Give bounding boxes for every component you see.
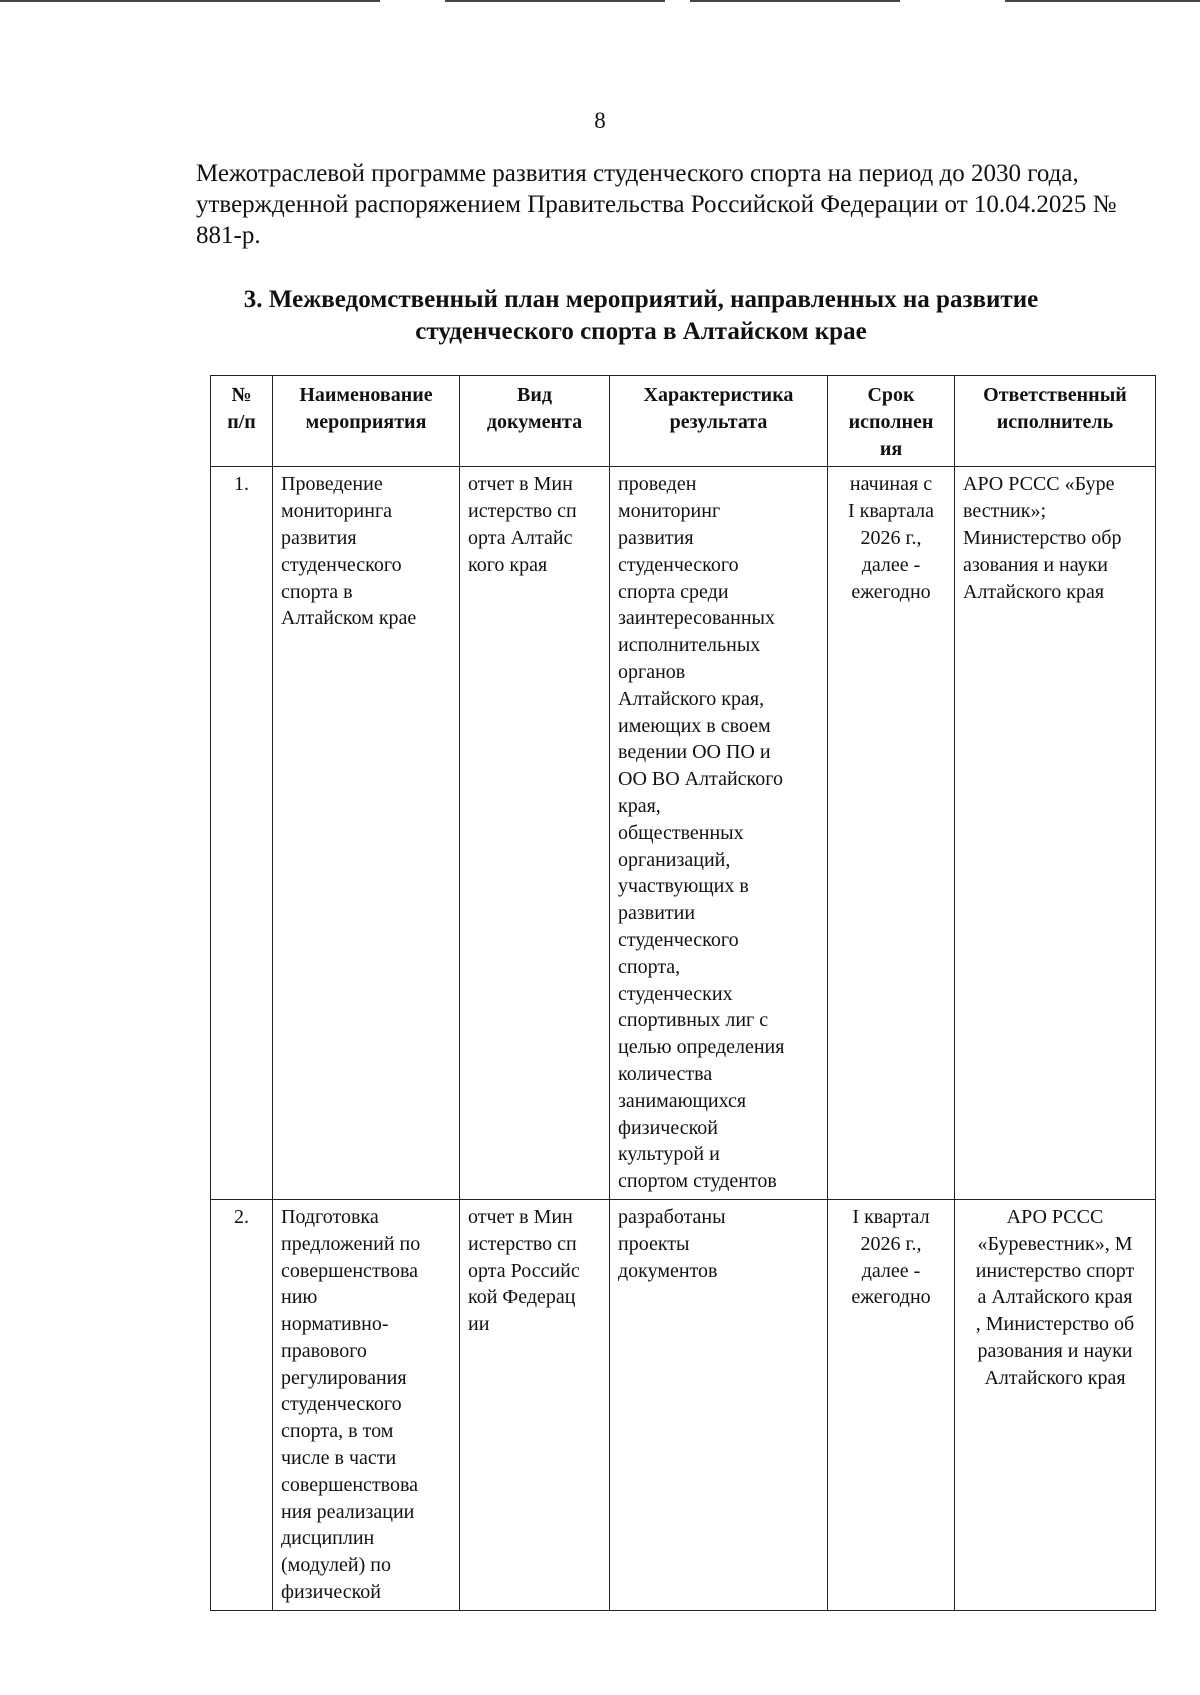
cell-num: 2.	[211, 1199, 273, 1610]
cell-name: Проведение мониторинга развития студенческого спорта в Алтайском крае	[273, 467, 460, 1200]
cell-num: 1.	[211, 467, 273, 1200]
cell-resp: АРО РССС «Буревестник», М инистерство спорт а Алтайского края , Министерство об разования и науки Алтайского края	[955, 1199, 1156, 1610]
header-resp: Ответственный исполнитель	[955, 376, 1156, 467]
scan-artifact	[690, 0, 900, 2]
header-doc: Вид документа	[460, 376, 610, 467]
cell-doc: отчет в Мин истерство сп орта Алтайс кого края	[460, 467, 610, 1200]
cell-result: проведен мониторинг развития студенческого спорта среди заинтересованных исполнительных органов Алтайского края, имеющих в своем ведении ОО ПО и ОО ВО Алтайского края, общественных организаций, участвующих в развитии студенческого спорта, студенческих спортивных лиг с целью определения количества занимающихся физической культурой и спортом студентов	[610, 467, 828, 1200]
scan-artifact	[1005, 0, 1200, 2]
table-header-row	[211, 376, 1156, 467]
header-num: № п/п	[211, 376, 273, 467]
cell-name: Подготовка предложений по совершенствова нию нормативно- правового регулирования студенческого спорта, в том числе в части совершенствова ния реализации дисциплин (модулей) по физической	[273, 1199, 460, 1610]
intro-paragraph: Межотраслевой программе развития студенческого спорта на период до 2030 года, утвержденной распоряжением Правительства Российской Федерации от 10.04.2025 № 881-р.	[196, 160, 1117, 249]
table-row	[211, 1199, 1156, 1610]
cell-term: начиная с I квартала 2026 г., далее - ежегодно	[828, 467, 955, 1200]
page-number: 8	[594, 108, 606, 133]
section-title	[196, 284, 1086, 348]
cell-term: I квартал 2026 г., далее - ежегодно	[828, 1199, 955, 1610]
cell-resp: АРО РССС «Буре вестник»; Министерство обр азования и науки Алтайского края	[955, 467, 1156, 1200]
scan-artifact	[445, 0, 665, 2]
header-term: Срок исполнен ия	[828, 376, 955, 467]
action-plan-table	[210, 375, 1156, 1611]
table-row	[211, 467, 1156, 1200]
scan-artifact	[0, 0, 380, 2]
cell-result: разработаны проекты документов	[610, 1199, 828, 1610]
section-title-line-2: студенческого спорта в Алтайском крае	[415, 318, 867, 345]
header-result: Характеристика результата	[610, 376, 828, 467]
cell-doc: отчет в Мин истерство сп орта Российс кой Федерац ии	[460, 1199, 610, 1610]
section-title-line-1: 3. Межведомственный план мероприятий, направленных на развитие	[243, 286, 1039, 313]
header-name: Наименование мероприятия	[273, 376, 460, 467]
